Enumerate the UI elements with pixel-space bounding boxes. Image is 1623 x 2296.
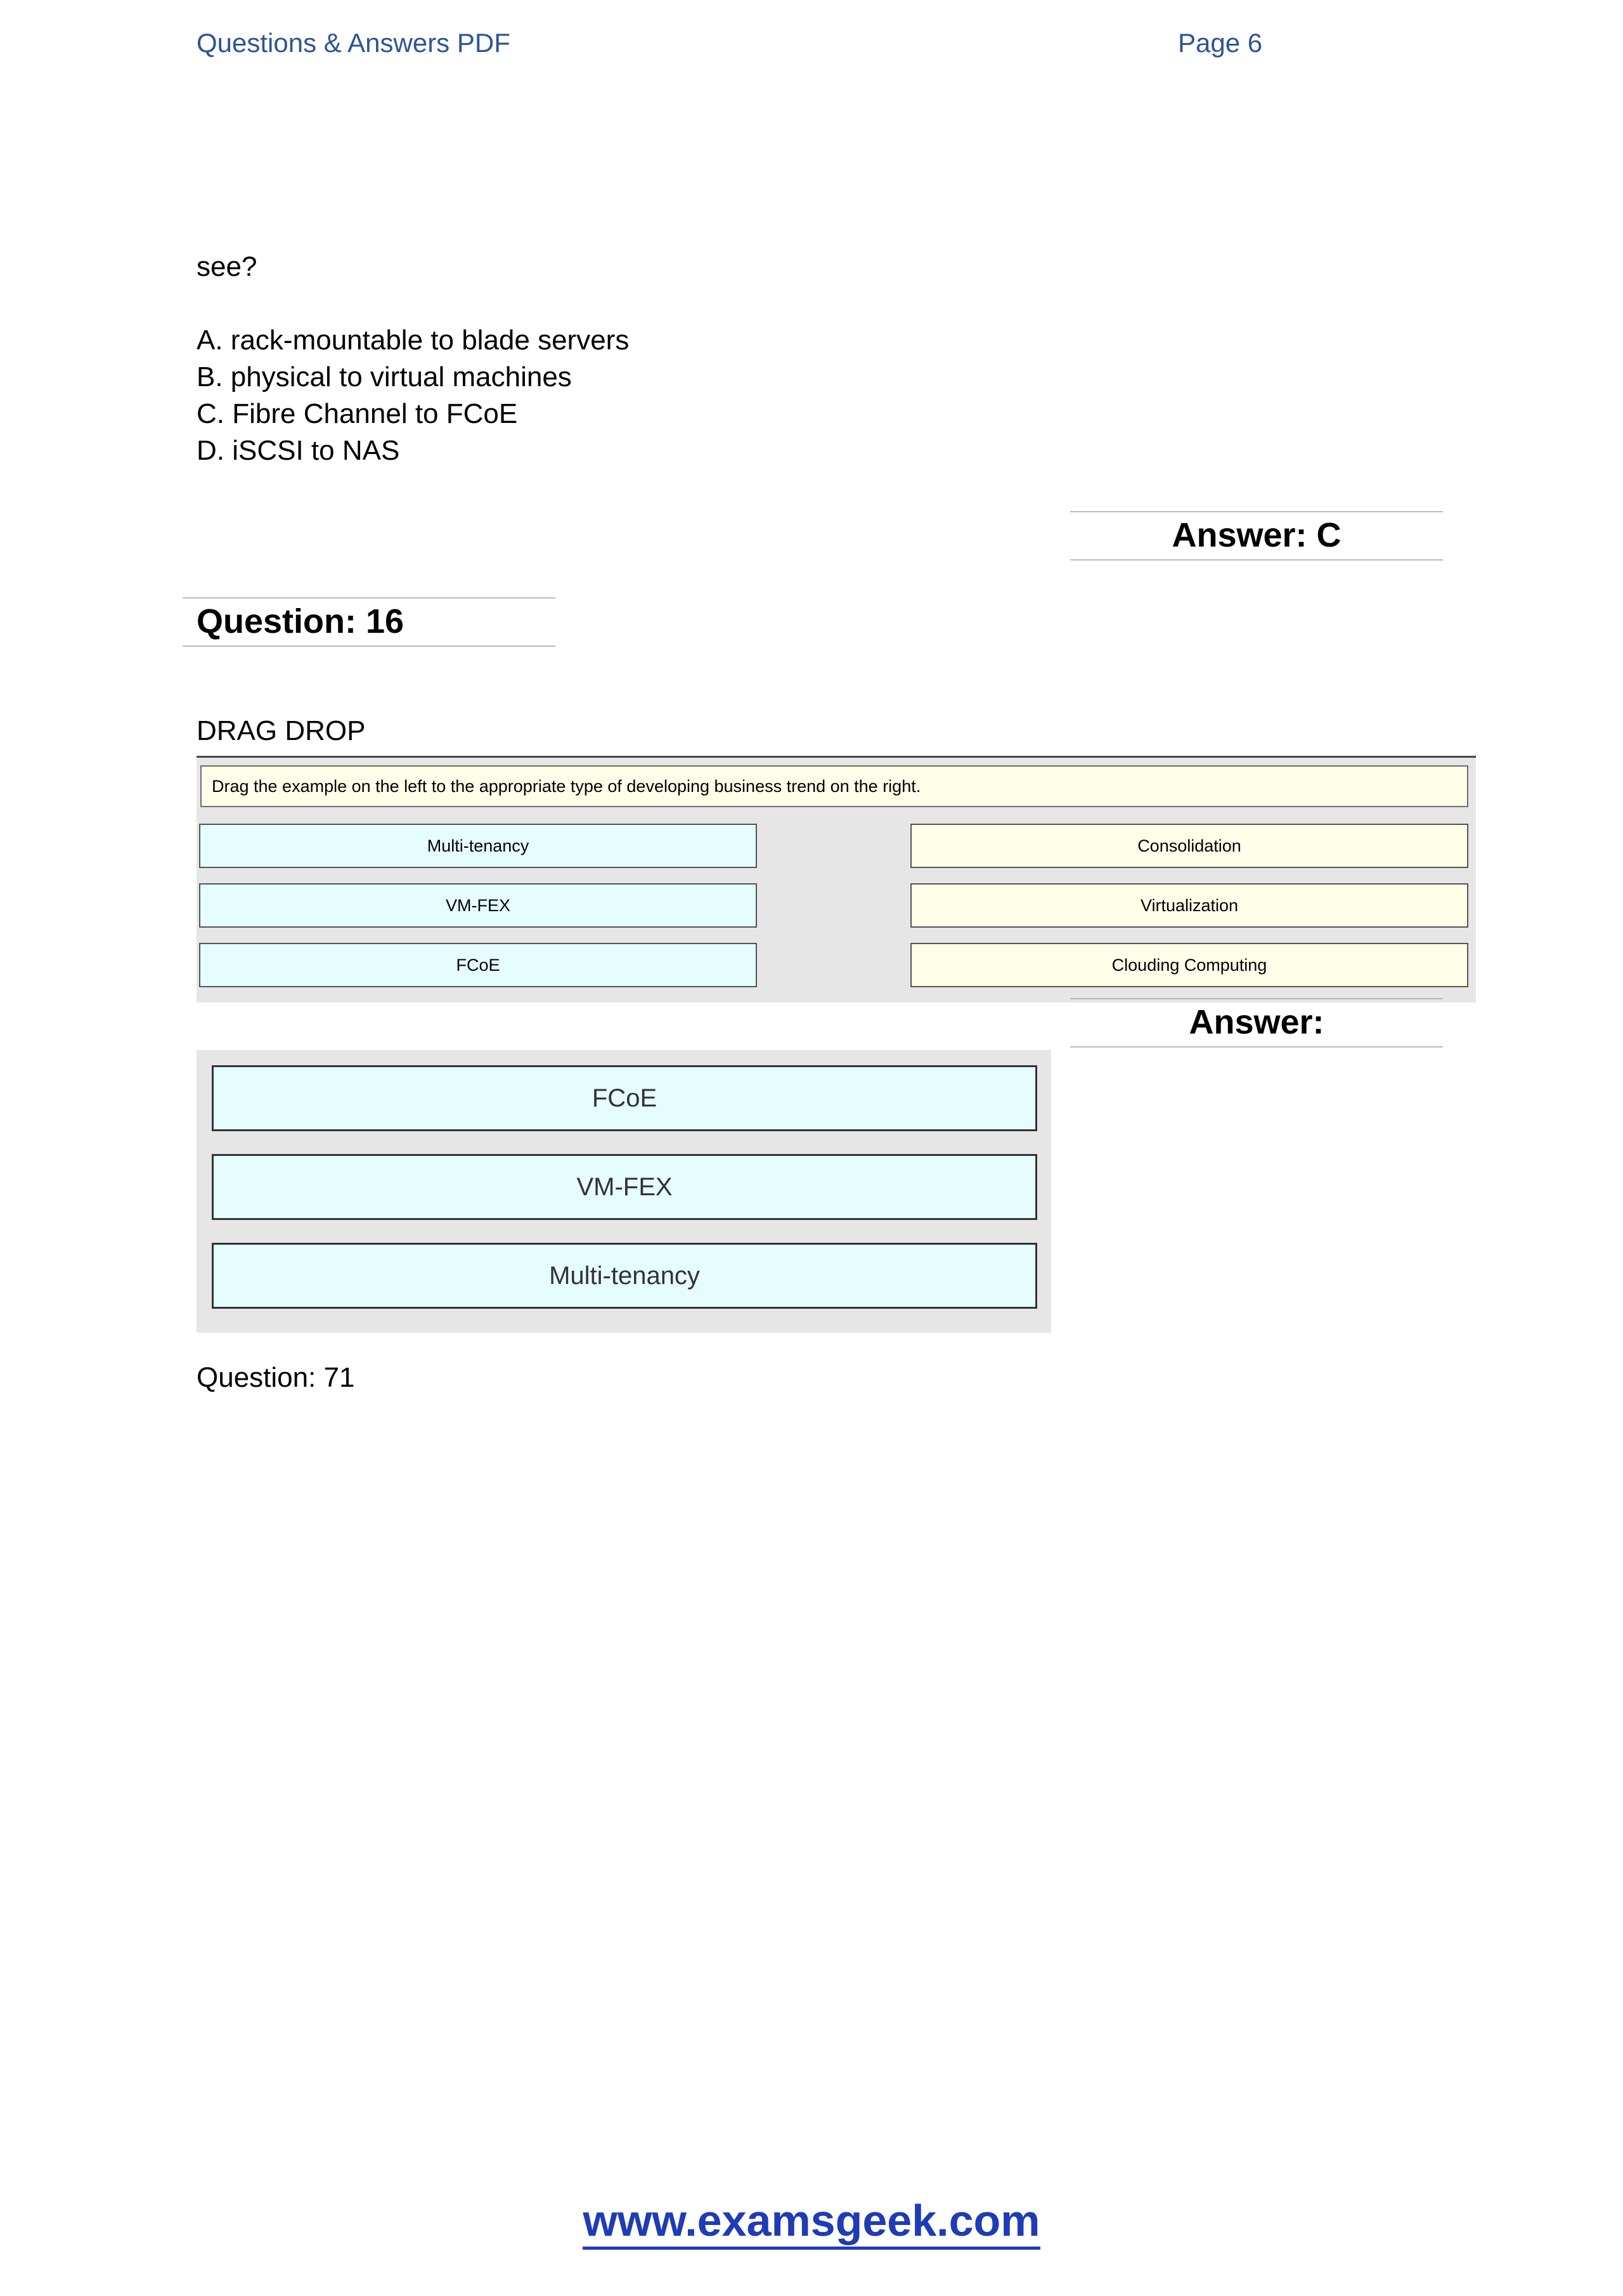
answer-panel [197,1050,1051,1333]
footer-link[interactable]: www.examsgeek.com [583,2196,1040,2250]
drop-target-virtualization[interactable]: Virtualization [910,883,1468,928]
answer-item-multi-tenancy: Multi-tenancy [212,1243,1037,1309]
question-type-label: DRAG DROP [197,715,366,746]
drop-target-clouding-computing[interactable]: Clouding Computing [910,943,1468,987]
header-title: Questions & Answers PDF [197,28,510,58]
footer [0,2195,1623,2246]
options-list [197,322,629,469]
question-text: see? [197,251,257,282]
drag-drop-instruction: Drag the example on the left to the appropriate type of developing business trend on the right. [200,765,1468,807]
drag-item-vm-fex[interactable]: VM-FEX [199,883,757,928]
drag-item-multi-tenancy[interactable]: Multi-tenancy [199,824,757,868]
page-number: Page 6 [1178,28,1263,58]
option-d: D. iSCSI to NAS [197,435,400,466]
drop-target-consolidation[interactable]: Consolidation [910,824,1468,868]
drag-item-fcoe[interactable]: FCoE [199,943,757,987]
answer-item-fcoe: FCoE [212,1065,1037,1131]
answer-box: Answer: C [1070,511,1443,561]
option-a: A. rack-mountable to blade servers [197,325,630,356]
question-heading: Question: 16 [183,597,555,647]
option-b: B. physical to virtual machines [197,361,572,392]
answer-label: Answer: [1070,998,1443,1047]
answer-item-vm-fex: VM-FEX [212,1154,1037,1220]
option-c: C. Fibre Channel to FCoE [197,398,518,429]
drag-drop-panel [197,756,1476,1002]
next-question-label: Question: 71 [197,1362,355,1393]
